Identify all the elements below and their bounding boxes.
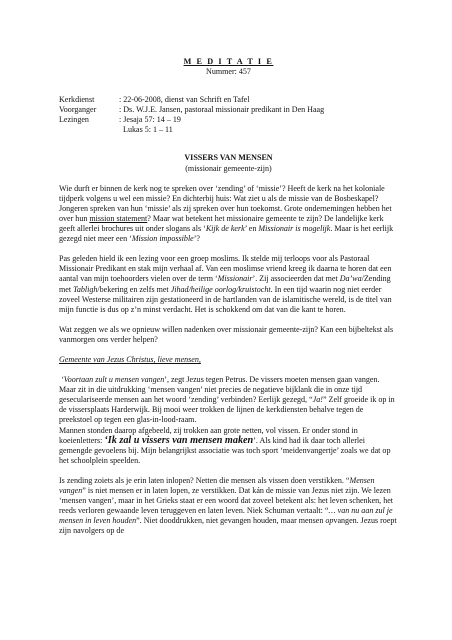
text-run-italic: Kijk de kerk	[205, 224, 245, 234]
text-run: Is zending zoiets als je erin laten inlopen? Netten die mensen als vissen doen verstikken. “	[59, 475, 350, 485]
meta-extra-text: Lukas 5: 1 – 11	[123, 125, 173, 135]
paragraph-5	[59, 476, 398, 537]
salutation	[59, 355, 398, 365]
document-heading: M E D I T A T I E	[183, 57, 274, 66]
text-run-italic: Tabligh	[73, 284, 98, 294]
text-run-italic: Mission impossible	[131, 234, 194, 244]
text-run: ’?	[193, 234, 201, 244]
meta-value: : Jesaja 57: 14 – 19	[119, 115, 181, 125]
text-run: ” is niet mensen er in laten lopen, ze verstikken. Dat kán de missie van Jezus niet zijn. We lezen ‘mensen vangen’, maar in het Grieks staat er een woord dat zoveel betekent als: het leven schenken, het reeds verloren gewaande leven teruggeven en laten leven. Niek Schuman vertaalt: “	[59, 486, 394, 516]
text-run-italic: op	[325, 516, 334, 526]
text-run-italic: Ja!	[312, 395, 323, 405]
sermon-subtitle: (missionair gemeente-zijn)	[185, 163, 272, 173]
text-run-italic: Missionair is mogelijk	[258, 224, 331, 234]
text-run: . In een tijd waarin nog niet eerder zoveel Westerse militairen zijn gestationeerd in de hartlanden van de islamitische wereld, is de titel van mijn functie is dus op z’n minst verdacht. Het is schokkend om dat van die kant te horen.	[59, 284, 392, 314]
text-run: ’, zegt Jezus tegen Petrus. De vissers moeten mensen gaan vangen. Maar zit in die uitdrukking ‘mensen vangen’ niet precies de negatieve bijklank die in onze tijd geseculariseerde mensen aan het woord ‘zending’ verbinden? Eerlijk gezegd, “	[59, 375, 380, 405]
salutation-text: Gemeente van Jezus Christus, lieve mensen,	[59, 354, 201, 364]
text-run-italic: … van nu aan zul je mensen in leven houden	[59, 506, 393, 526]
text-run: ” Zelf groeide ik op in de vissersplaats Harderwijk. Bij mooi weer trokken de lijnen de kerkdiensten behalve tegen de preekstoel op tegen een glas-in-lood-raam.	[59, 395, 395, 425]
text-run: Mannen stonden daarop afgebeeld, zij trokken aan grote netten, vol vissen. Er onder stond in koeienletters:	[59, 425, 358, 445]
paragraph-2	[59, 254, 398, 315]
text-run: /bekering en zelfs met	[97, 284, 171, 294]
text-run: Pas geleden hield ik een lezing voor een groep moslims. Ik stelde mij terloops voor als Pastoraal Missionair Predikant en stak mijn verhaal af. Van een moslimse vriend kreeg ik daarna te horen dat een aantal van mijn toehoorders vielen over de term ‘	[59, 254, 392, 284]
meta-value: : Ds. W.J.E. Jansen, pastoraal missionair predikant in Den Haag	[119, 105, 325, 115]
meta-row-voorganger	[59, 105, 398, 115]
paragraph-3: Wat zeggen we als we opnieuw willen nadenken over missionair gemeente-zijn? Kan een bijbeltekst als vanmorgen ons verder helpen?	[59, 324, 394, 344]
meta-key: Voorganger	[59, 105, 97, 115]
meta-row-kerkdienst	[59, 95, 398, 105]
meta-row-lezingen	[59, 115, 398, 125]
paragraph-1	[59, 184, 398, 245]
text-run: /Zending met	[59, 274, 391, 294]
text-run: ’ en	[244, 224, 259, 234]
meta-value: : 22-06-2008, dienst van Schrift en Tafel	[119, 95, 250, 105]
text-run: ”. Niet dooddrukken, niet gevangen houden, maar mensen	[136, 516, 326, 526]
text-run-italic: Mensen vangen	[59, 475, 375, 495]
text-run-italic: Da’wa	[339, 274, 362, 284]
sermon-title: VISSERS VAN MENSEN	[184, 153, 273, 163]
document-number: Nummer: 457	[206, 67, 251, 76]
meta-extra-reading	[59, 125, 398, 135]
meta-block	[59, 95, 398, 135]
text-run-italic: Missionair	[217, 274, 253, 284]
meta-key: Lezingen	[59, 115, 89, 125]
text-run-underlined: mission statement	[89, 213, 148, 223]
meta-key: Kerkdienst	[59, 95, 95, 105]
text-run: ’. Als kind had ik daar toch allerlei gemengde gevoelens bij. Mijn belangrijkst associatie was toch sport ‘meidenvangertje’ zoals we dat op het schoolplein speelden.	[59, 435, 391, 465]
text-run: ? Maar wat betekent het missionaire gemeente te zijn? De landelijke kerk geeft allerlei brochures uit onder slogans als ‘	[59, 213, 384, 234]
paragraph-4	[59, 375, 398, 466]
text-run: ’. Zij associeerden dat met	[252, 274, 340, 284]
text-run: . Maar is het eerlijk gezegd niet meer een ‘	[59, 224, 394, 244]
text-run-italic: ‘Voortaan zult u mensen vangen	[61, 375, 165, 385]
text-run-bold-italic: ‘Ik zal u vissers van mensen maken	[104, 434, 254, 446]
text-run: vangen. Jezus roept zijn navolgers op de	[59, 516, 397, 536]
text-run-italic: Jihad/heilige oorlog/kruistocht	[170, 284, 271, 294]
text-run: Wie durft er binnen de kerk nog te spreken over ‘zending’ of ‘missie’? Heeft de kerk na het koloniale tijdperk volgens u wel een missie? En dichterbij huis: Wat ziet u als de missie van de Bosbeskapel? Jongeren spreken van hun ‘missie’ als zij spreken over hun toekomst. Grote ondernemingen hebben het over hun	[59, 183, 392, 223]
